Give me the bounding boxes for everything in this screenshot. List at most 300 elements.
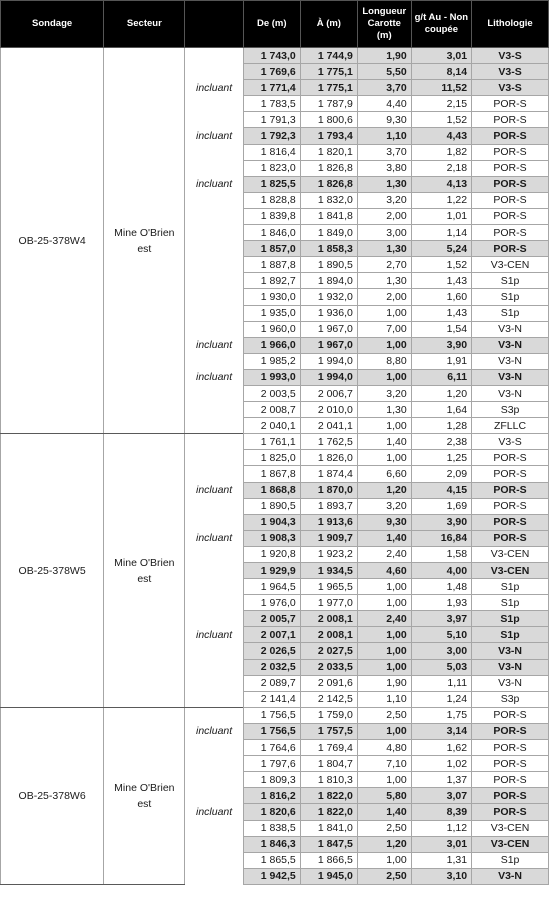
including-label (185, 643, 243, 659)
to-depth: 1 866,5 (300, 852, 357, 868)
core-length: 3,00 (357, 225, 411, 241)
to-depth: 1 932,0 (300, 289, 357, 305)
from-depth: 1 964,5 (243, 579, 300, 595)
gold-grade: 1,82 (411, 144, 471, 160)
gold-grade: 1,52 (411, 112, 471, 128)
lithology: POR-S (472, 160, 549, 176)
gold-grade: 2,18 (411, 160, 471, 176)
from-depth: 1 839,8 (243, 208, 300, 224)
gold-grade: 1,64 (411, 402, 471, 418)
gold-grade: 6,11 (411, 369, 471, 385)
core-length: 7,10 (357, 756, 411, 772)
lithology: V3-CEN (472, 836, 549, 852)
from-depth: 1 825,0 (243, 450, 300, 466)
from-depth: 1 838,5 (243, 820, 300, 836)
from-depth: 1 908,3 (243, 530, 300, 546)
to-depth: 1 810,3 (300, 772, 357, 788)
including-label (185, 257, 243, 273)
gold-grade: 16,84 (411, 530, 471, 546)
to-depth: 2 008,1 (300, 611, 357, 627)
including-label (185, 675, 243, 691)
table-row (1, 48, 549, 64)
to-depth: 1 787,9 (300, 96, 357, 112)
header-row (1, 1, 549, 48)
lithology: POR-S (472, 96, 549, 112)
including-label: incluant (185, 337, 243, 353)
core-length: 5,50 (357, 64, 411, 80)
to-depth: 2 033,5 (300, 659, 357, 675)
to-depth: 1 965,5 (300, 579, 357, 595)
from-depth: 1 942,5 (243, 868, 300, 884)
to-depth: 1 967,0 (300, 337, 357, 353)
lithology: S1p (472, 611, 549, 627)
including-label (185, 466, 243, 482)
lithology: POR-S (472, 466, 549, 482)
lithology: V3-CEN (472, 820, 549, 836)
gold-grade: 1,93 (411, 595, 471, 611)
lithology: V3-S (472, 48, 549, 64)
lithology: S1p (472, 595, 549, 611)
core-length: 1,30 (357, 402, 411, 418)
gold-grade: 4,00 (411, 563, 471, 579)
to-depth: 2 041,1 (300, 418, 357, 434)
gold-grade: 3,00 (411, 643, 471, 659)
including-label: incluant (185, 80, 243, 96)
gold-grade: 4,43 (411, 128, 471, 144)
core-length: 1,30 (357, 273, 411, 289)
gold-grade: 3,10 (411, 868, 471, 884)
to-depth: 2 027,5 (300, 643, 357, 659)
lithology: S1p (472, 305, 549, 321)
gold-grade: 5,24 (411, 241, 471, 257)
from-depth: 1 823,0 (243, 160, 300, 176)
to-depth: 1 769,4 (300, 740, 357, 756)
including-label (185, 498, 243, 514)
gold-grade: 1,31 (411, 852, 471, 868)
to-depth: 1 934,5 (300, 563, 357, 579)
core-length: 3,20 (357, 192, 411, 208)
gold-grade: 3,90 (411, 514, 471, 530)
core-length: 1,90 (357, 48, 411, 64)
core-length: 1,00 (357, 418, 411, 434)
including-label (185, 112, 243, 128)
lithology: POR-S (472, 128, 549, 144)
core-length: 1,00 (357, 723, 411, 739)
core-length: 2,50 (357, 707, 411, 723)
lithology: V3-N (472, 353, 549, 369)
core-length: 2,40 (357, 611, 411, 627)
from-depth: 1 816,2 (243, 788, 300, 804)
lithology: V3-S (472, 64, 549, 80)
core-length: 1,40 (357, 530, 411, 546)
from-depth: 1 887,8 (243, 257, 300, 273)
lithology: POR-S (472, 514, 549, 530)
from-depth: 1 985,2 (243, 353, 300, 369)
gold-grade: 1,54 (411, 321, 471, 337)
from-depth: 1 920,8 (243, 546, 300, 562)
gold-grade: 3,97 (411, 611, 471, 627)
lithology: V3-N (472, 321, 549, 337)
core-length: 1,10 (357, 128, 411, 144)
lithology: POR-S (472, 530, 549, 546)
core-length: 1,00 (357, 369, 411, 385)
including-label (185, 868, 243, 884)
from-depth: 1 820,6 (243, 804, 300, 820)
lithology: V3-CEN (472, 257, 549, 273)
from-depth: 2 005,7 (243, 611, 300, 627)
including-label (185, 225, 243, 241)
lithology: POR-S (472, 772, 549, 788)
gold-grade: 1,69 (411, 498, 471, 514)
core-length: 3,70 (357, 80, 411, 96)
core-length: 1,00 (357, 337, 411, 353)
including-label: incluant (185, 627, 243, 643)
from-depth: 2 008,7 (243, 402, 300, 418)
including-label (185, 144, 243, 160)
lithology: V3-N (472, 643, 549, 659)
lithology: POR-S (472, 241, 549, 257)
lithology: S3p (472, 402, 549, 418)
from-depth: 1 797,6 (243, 756, 300, 772)
from-depth: 1 764,6 (243, 740, 300, 756)
core-length: 7,00 (357, 321, 411, 337)
to-depth: 2 142,5 (300, 691, 357, 707)
lithology: V3-S (472, 434, 549, 450)
core-length: 1,00 (357, 772, 411, 788)
hole-id: OB-25-378W5 (1, 434, 104, 708)
core-length: 2,70 (357, 257, 411, 273)
including-label (185, 192, 243, 208)
from-depth: 1 756,5 (243, 707, 300, 723)
from-depth: 2 040,1 (243, 418, 300, 434)
core-length: 1,00 (357, 852, 411, 868)
including-label (185, 563, 243, 579)
lithology: POR-S (472, 788, 549, 804)
to-depth: 1 820,1 (300, 144, 357, 160)
from-depth: 1 904,3 (243, 514, 300, 530)
from-depth: 1 809,3 (243, 772, 300, 788)
core-length: 1,00 (357, 579, 411, 595)
to-depth: 1 800,6 (300, 112, 357, 128)
to-depth: 1 826,8 (300, 176, 357, 192)
including-label (185, 353, 243, 369)
gold-grade: 1,28 (411, 418, 471, 434)
gold-grade: 1,24 (411, 691, 471, 707)
core-length: 6,60 (357, 466, 411, 482)
from-depth: 1 743,0 (243, 48, 300, 64)
to-depth: 1 945,0 (300, 868, 357, 884)
core-length: 1,00 (357, 627, 411, 643)
gold-grade: 1,14 (411, 225, 471, 241)
lithology: POR-S (472, 208, 549, 224)
from-depth: 1 783,5 (243, 96, 300, 112)
gold-grade: 3,90 (411, 337, 471, 353)
to-depth: 1 759,0 (300, 707, 357, 723)
lithology: POR-S (472, 144, 549, 160)
including-label (185, 418, 243, 434)
lithology: POR-S (472, 112, 549, 128)
to-depth: 1 847,5 (300, 836, 357, 852)
lithology: V3-N (472, 675, 549, 691)
table-row (1, 434, 549, 450)
including-label (185, 772, 243, 788)
lithology: V3-N (472, 868, 549, 884)
core-length: 4,40 (357, 96, 411, 112)
including-label (185, 579, 243, 595)
to-depth: 1 994,0 (300, 353, 357, 369)
to-depth: 1 775,1 (300, 64, 357, 80)
to-depth: 1 994,0 (300, 369, 357, 385)
lithology: S3p (472, 691, 549, 707)
to-depth: 1 793,4 (300, 128, 357, 144)
from-depth: 1 816,4 (243, 144, 300, 160)
gold-grade: 11,52 (411, 80, 471, 96)
gold-grade: 1,22 (411, 192, 471, 208)
from-depth: 1 769,6 (243, 64, 300, 80)
from-depth: 1 865,5 (243, 852, 300, 868)
core-length: 9,30 (357, 112, 411, 128)
header-a: À (m) (300, 1, 357, 48)
from-depth: 2 032,5 (243, 659, 300, 675)
including-label (185, 788, 243, 804)
lithology: S1p (472, 289, 549, 305)
gold-grade: 1,62 (411, 740, 471, 756)
gold-grade: 1,91 (411, 353, 471, 369)
from-depth: 1 761,1 (243, 434, 300, 450)
lithology: V3-N (472, 385, 549, 401)
including-label: incluant (185, 176, 243, 192)
to-depth: 1 822,0 (300, 804, 357, 820)
lithology: POR-S (472, 756, 549, 772)
gold-grade: 1,43 (411, 305, 471, 321)
to-depth: 1 893,7 (300, 498, 357, 514)
gold-grade: 3,01 (411, 48, 471, 64)
core-length: 1,30 (357, 176, 411, 192)
core-length: 1,00 (357, 305, 411, 321)
lithology: POR-S (472, 192, 549, 208)
gold-grade: 2,15 (411, 96, 471, 112)
lithology: POR-S (472, 498, 549, 514)
gold-grade: 4,13 (411, 176, 471, 192)
gold-grade: 3,14 (411, 723, 471, 739)
core-length: 2,40 (357, 546, 411, 562)
including-label (185, 707, 243, 723)
from-depth: 1 960,0 (243, 321, 300, 337)
gold-grade: 8,39 (411, 804, 471, 820)
core-length: 1,00 (357, 595, 411, 611)
to-depth: 1 909,7 (300, 530, 357, 546)
lithology: S1p (472, 852, 549, 868)
including-label: incluant (185, 369, 243, 385)
hole-id: OB-25-378W6 (1, 707, 104, 884)
to-depth: 1 870,0 (300, 482, 357, 498)
from-depth: 2 007,1 (243, 627, 300, 643)
core-length: 8,80 (357, 353, 411, 369)
gold-grade: 1,12 (411, 820, 471, 836)
from-depth: 2 141,4 (243, 691, 300, 707)
core-length: 2,50 (357, 868, 411, 884)
from-depth: 1 828,8 (243, 192, 300, 208)
gold-grade: 3,07 (411, 788, 471, 804)
sector-name: Mine O'Brien est (104, 707, 185, 884)
lithology: V3-CEN (472, 563, 549, 579)
to-depth: 2 006,7 (300, 385, 357, 401)
header-sondage: Sondage (1, 1, 104, 48)
from-depth: 2 026,5 (243, 643, 300, 659)
including-label (185, 659, 243, 675)
to-depth: 1 826,0 (300, 450, 357, 466)
core-length: 1,40 (357, 434, 411, 450)
gold-grade: 1,25 (411, 450, 471, 466)
gold-grade: 1,37 (411, 772, 471, 788)
to-depth: 2 091,6 (300, 675, 357, 691)
from-depth: 1 867,8 (243, 466, 300, 482)
including-label (185, 64, 243, 80)
core-length: 1,00 (357, 450, 411, 466)
from-depth: 1 791,3 (243, 112, 300, 128)
to-depth: 1 762,5 (300, 434, 357, 450)
header-au: g/t Au - Non coupée (411, 1, 471, 48)
gold-grade: 1,01 (411, 208, 471, 224)
including-label (185, 289, 243, 305)
to-depth: 1 874,4 (300, 466, 357, 482)
from-depth: 2 003,5 (243, 385, 300, 401)
including-label: incluant (185, 128, 243, 144)
lithology: POR-S (472, 482, 549, 498)
to-depth: 1 775,1 (300, 80, 357, 96)
lithology: S1p (472, 627, 549, 643)
lithology: V3-CEN (472, 546, 549, 562)
including-label (185, 402, 243, 418)
lithology: POR-S (472, 707, 549, 723)
core-length: 3,20 (357, 498, 411, 514)
core-length: 1,40 (357, 804, 411, 820)
including-label (185, 273, 243, 289)
lithology: V3-S (472, 80, 549, 96)
lithology: POR-S (472, 740, 549, 756)
to-depth: 1 967,0 (300, 321, 357, 337)
header-incluant (185, 1, 243, 48)
from-depth: 1 890,5 (243, 498, 300, 514)
to-depth: 1 890,5 (300, 257, 357, 273)
including-label (185, 241, 243, 257)
header-secteur: Secteur (104, 1, 185, 48)
including-label (185, 740, 243, 756)
including-label (185, 514, 243, 530)
from-depth: 1 846,3 (243, 836, 300, 852)
lithology: V3-N (472, 337, 549, 353)
gold-grade: 8,14 (411, 64, 471, 80)
gold-grade: 1,52 (411, 257, 471, 273)
core-length: 1,20 (357, 836, 411, 852)
gold-grade: 2,09 (411, 466, 471, 482)
including-label (185, 546, 243, 562)
including-label (185, 305, 243, 321)
including-label (185, 852, 243, 868)
gold-grade: 1,75 (411, 707, 471, 723)
core-length: 2,00 (357, 208, 411, 224)
from-depth: 1 846,0 (243, 225, 300, 241)
lithology: ZFLLC (472, 418, 549, 434)
including-label (185, 691, 243, 707)
lithology: V3-N (472, 369, 549, 385)
to-depth: 1 977,0 (300, 595, 357, 611)
gold-grade: 1,11 (411, 675, 471, 691)
including-label (185, 450, 243, 466)
to-depth: 1 744,9 (300, 48, 357, 64)
gold-grade: 1,43 (411, 273, 471, 289)
table-row (1, 707, 549, 723)
from-depth: 1 756,5 (243, 723, 300, 739)
including-label: incluant (185, 804, 243, 820)
sector-name: Mine O'Brien est (104, 48, 185, 434)
lithology: POR-S (472, 176, 549, 192)
lithology: V3-N (472, 659, 549, 675)
from-depth: 1 930,0 (243, 289, 300, 305)
lithology: POR-S (472, 225, 549, 241)
including-label: incluant (185, 482, 243, 498)
from-depth: 1 892,7 (243, 273, 300, 289)
including-label (185, 208, 243, 224)
to-depth: 1 841,0 (300, 820, 357, 836)
core-length: 5,80 (357, 788, 411, 804)
from-depth: 1 929,9 (243, 563, 300, 579)
core-length: 1,10 (357, 691, 411, 707)
core-length: 1,00 (357, 659, 411, 675)
to-depth: 1 826,8 (300, 160, 357, 176)
including-label (185, 611, 243, 627)
sector-name: Mine O'Brien est (104, 434, 185, 708)
gold-grade: 5,10 (411, 627, 471, 643)
including-label (185, 321, 243, 337)
to-depth: 1 936,0 (300, 305, 357, 321)
from-depth: 1 935,0 (243, 305, 300, 321)
core-length: 1,00 (357, 643, 411, 659)
including-label (185, 820, 243, 836)
to-depth: 1 841,8 (300, 208, 357, 224)
lithology: POR-S (472, 450, 549, 466)
gold-grade: 1,58 (411, 546, 471, 562)
lithology: POR-S (472, 723, 549, 739)
including-label: incluant (185, 723, 243, 739)
core-length: 3,80 (357, 160, 411, 176)
gold-grade: 1,48 (411, 579, 471, 595)
core-length: 2,00 (357, 289, 411, 305)
including-label (185, 385, 243, 401)
to-depth: 1 849,0 (300, 225, 357, 241)
to-depth: 2 008,1 (300, 627, 357, 643)
including-label (185, 160, 243, 176)
including-label (185, 756, 243, 772)
hole-id: OB-25-378W4 (1, 48, 104, 434)
from-depth: 1 857,0 (243, 241, 300, 257)
header-longueur: Longueur Carotte (m) (357, 1, 411, 48)
including-label (185, 96, 243, 112)
gold-grade: 4,15 (411, 482, 471, 498)
gold-grade: 2,38 (411, 434, 471, 450)
from-depth: 1 976,0 (243, 595, 300, 611)
including-label (185, 48, 243, 64)
to-depth: 1 757,5 (300, 723, 357, 739)
including-label (185, 434, 243, 450)
to-depth: 1 822,0 (300, 788, 357, 804)
from-depth: 2 089,7 (243, 675, 300, 691)
core-length: 2,50 (357, 820, 411, 836)
including-label: incluant (185, 530, 243, 546)
including-label (185, 836, 243, 852)
including-label (185, 595, 243, 611)
from-depth: 1 825,5 (243, 176, 300, 192)
